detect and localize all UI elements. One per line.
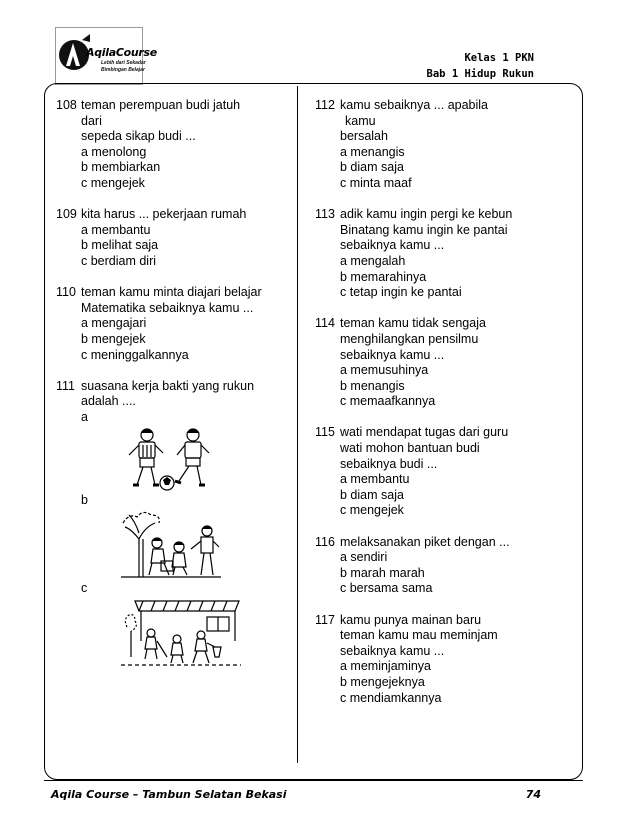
question-text: kamu punya mainan baru — [340, 612, 482, 627]
question-text: Binatang kamu ingin ke pantai — [340, 222, 508, 237]
logo-tagline-1: Lebih dari Sekadar — [101, 60, 146, 66]
question-text: sebaiknya kamu ... — [340, 643, 445, 658]
answer-option: a sendiri — [340, 550, 388, 565]
question-number: 109 — [56, 207, 77, 222]
option-letter-a: a — [81, 409, 88, 424]
answer-option: a membantu — [340, 472, 410, 487]
question-111 — [56, 379, 292, 669]
question-number: 114 — [315, 316, 335, 331]
question-116 — [315, 535, 575, 597]
page-number: 74 — [525, 788, 541, 801]
option-letter-c: c — [81, 581, 88, 596]
answer-option: b marah marah — [340, 565, 425, 580]
page-footer — [44, 780, 583, 809]
question-number: 108 — [56, 98, 77, 112]
answer-option: c tetap ingin ke pantai — [340, 285, 462, 300]
answer-option: c bersama sama — [340, 581, 433, 596]
answer-option: b diam saja — [340, 487, 404, 502]
question-114 — [315, 316, 575, 410]
question-text: teman perempuan budi jatuh — [81, 98, 241, 112]
question-text: wati mohon bantuan budi — [340, 441, 480, 456]
question-113 — [315, 207, 575, 301]
question-number: 116 — [315, 534, 335, 549]
question-108 — [56, 98, 292, 192]
answer-option: b mengejek — [81, 331, 146, 346]
question-text: melaksanakan piket dengan ... — [340, 534, 510, 549]
right-column — [315, 98, 575, 722]
question-text: adalah .... — [81, 394, 136, 409]
footer-course-location: Aqila Course – Tambun Selatan Bekasi — [51, 788, 287, 801]
answer-option: c mengejek — [81, 175, 145, 190]
question-number: 111 — [56, 378, 76, 393]
children-cleaning-school-yard-image — [121, 597, 241, 669]
children-playing-under-tree-image — [121, 509, 221, 581]
answer-option: b diam saja — [340, 160, 404, 175]
question-number: 110 — [56, 285, 76, 300]
answer-option: c minta maaf — [340, 175, 412, 190]
answer-option: c mendiamkannya — [340, 690, 442, 705]
question-text: sepeda sikap budi ... — [81, 129, 196, 144]
answer-option: b memarahinya — [340, 269, 427, 284]
question-text: teman kamu tidak sengaja — [340, 316, 486, 331]
answer-option: c meninggalkannya — [81, 347, 189, 362]
question-text: teman kamu minta diajari belajar — [81, 285, 262, 300]
question-115 — [315, 425, 575, 519]
question-text: Matematika sebaiknya kamu ... — [81, 300, 254, 315]
header-chapter: Bab 1 Hidup Rukun — [426, 68, 534, 80]
logo-name: AqilaCourse — [86, 46, 157, 59]
question-text: menghilangkan pensilmu — [340, 331, 479, 346]
question-text: teman kamu mau meminjam — [340, 628, 498, 643]
answer-option: a meminjaminya — [340, 659, 432, 674]
header-class-subject: Kelas 1 PKN — [464, 52, 534, 64]
question-109 — [56, 207, 292, 269]
question-text: sebaiknya kamu ... — [340, 347, 445, 362]
column-divider — [297, 86, 298, 763]
question-112 — [315, 98, 575, 192]
aqila-course-logo — [55, 27, 157, 85]
answer-option: a memusuhinya — [340, 363, 429, 378]
question-number: 117 — [315, 612, 335, 627]
question-text: kita harus ... pekerjaan rumah — [81, 207, 247, 222]
answer-option: c mengejek — [340, 503, 404, 518]
option-letter-b: b — [81, 493, 88, 508]
question-text: bersalah — [340, 129, 388, 144]
children-playing-ball-image — [121, 425, 221, 493]
answer-option: b mengejeknya — [340, 674, 425, 689]
question-number: 112 — [315, 98, 335, 112]
question-number: 115 — [315, 425, 335, 440]
question-text: kamu sebaiknya ... apabila — [340, 98, 489, 112]
answer-option: b melihat saja — [81, 238, 159, 253]
question-number: 113 — [315, 207, 335, 222]
question-text: suasana kerja bakti yang rukun — [81, 378, 255, 393]
question-117 — [315, 613, 575, 707]
question-110 — [56, 285, 292, 363]
answer-option: c memaafkannya — [340, 394, 436, 409]
answer-option: a menangis — [340, 144, 405, 159]
question-text: kamu — [345, 113, 376, 128]
question-text: sebaiknya budi ... — [340, 456, 438, 471]
answer-option: c berdiam diri — [81, 253, 157, 268]
answer-option: b membiarkan — [81, 160, 161, 175]
answer-option: a mengalah — [340, 253, 406, 268]
answer-option: a menolong — [81, 144, 147, 159]
answer-option: b menangis — [340, 378, 405, 393]
left-column — [56, 98, 292, 684]
question-text: dari — [81, 113, 102, 128]
question-text: adik kamu ingin pergi ke kebun — [340, 207, 513, 222]
answer-option: a membantu — [81, 222, 151, 237]
question-text: wati mendapat tugas dari guru — [340, 425, 509, 440]
logo-tagline-2: Bimbingan Belajar — [101, 67, 145, 73]
question-text: sebaiknya kamu ... — [340, 238, 445, 253]
answer-option: a mengajari — [81, 316, 147, 331]
